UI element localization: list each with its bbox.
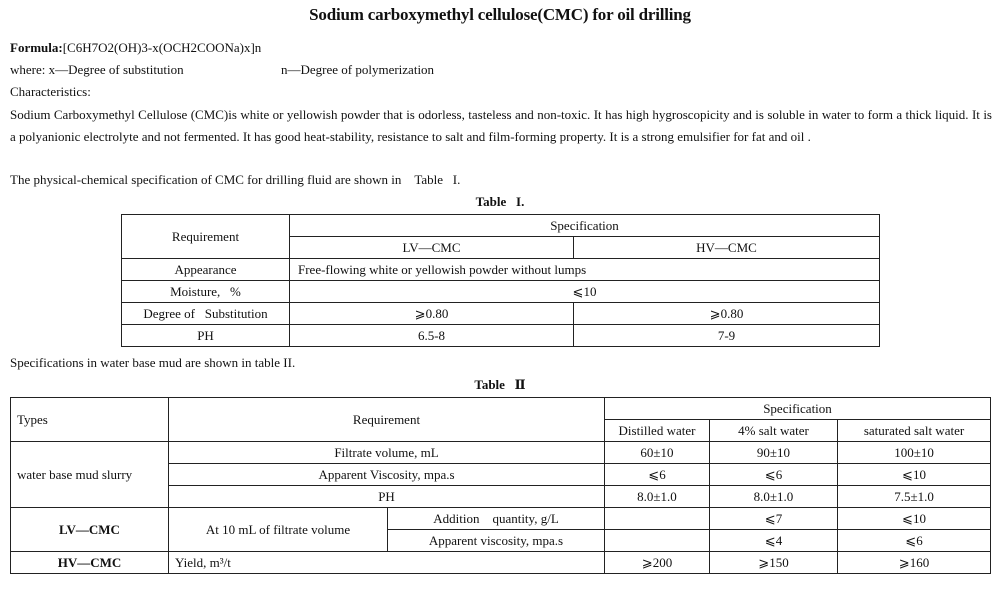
t1-appearance-value: Free-flowing white or yellowish powder without lumps <box>290 259 880 281</box>
t1-header-requirement: Requirement <box>122 215 290 259</box>
t2-header-specification: Specification <box>605 398 991 420</box>
table-row <box>122 303 880 325</box>
where-n-line: n—Degree of polymerization <box>281 62 435 77</box>
t2-lv-av-salt4: ⩽4 <box>710 530 838 552</box>
formula-value: [C6H7O2(OH)3-x(OCH2COONa)x]n <box>62 40 262 55</box>
t2-hv-label: HV—CMC <box>11 552 169 574</box>
t1-ds-label: Degree of Substitution <box>122 303 290 325</box>
t2-av-saturated: ⩽10 <box>838 464 991 486</box>
t2-filtrate-distilled: 60±10 <box>605 442 710 464</box>
table-row <box>11 508 991 530</box>
t1-ph-hv: 7-9 <box>574 325 880 347</box>
t1-ph-label: PH <box>122 325 290 347</box>
t1-appearance-label: Appearance <box>122 259 290 281</box>
t2-mud-label: water base mud slurry <box>11 442 169 508</box>
t1-moisture-value: ⩽10 <box>290 281 880 303</box>
t1-header-lv: LV—CMC <box>290 237 574 259</box>
table2-intro: Specifications in water base mud are shown in table II. <box>10 355 296 370</box>
t2-ph-salt4: 8.0±1.0 <box>710 486 838 508</box>
t2-av-distilled: ⩽6 <box>605 464 710 486</box>
t1-header-hv: HV—CMC <box>574 237 880 259</box>
t2-ph-saturated: 7.5±1.0 <box>838 486 991 508</box>
t2-lv-av-label: Apparent viscosity, mpa.s <box>388 530 605 552</box>
table-1 <box>121 214 880 347</box>
t2-lv-label: LV—CMC <box>11 508 169 552</box>
t1-moisture-label: Moisture, % <box>122 281 290 303</box>
t2-addition-saturated: ⩽10 <box>838 508 991 530</box>
table-row <box>122 259 880 281</box>
t2-yield-label: Yield, m³/t <box>169 552 605 574</box>
table1-caption: Table I. <box>475 194 525 209</box>
where-x-line: where: x—Degree of substitution <box>10 62 184 77</box>
t2-lv-condition: At 10 mL of filtrate volume <box>169 508 388 552</box>
t2-ph-distilled: 8.0±1.0 <box>605 486 710 508</box>
t2-filtrate-salt4: 90±10 <box>710 442 838 464</box>
t2-header-distilled: Distilled water <box>605 420 710 442</box>
t2-header-salt4: 4% salt water <box>710 420 838 442</box>
table-row <box>11 552 991 574</box>
table1-intro: The physical-chemical specification of CMC for drilling fluid are shown in Table I. <box>10 172 461 187</box>
t2-addition-label: Addition quantity, g/L <box>388 508 605 530</box>
t2-yield-saturated: ⩾160 <box>838 552 991 574</box>
table2-caption: Table Ⅱ <box>474 377 526 392</box>
t1-ds-hv: ⩾0.80 <box>574 303 880 325</box>
t2-header-requirement: Requirement <box>169 398 605 442</box>
t2-lv-av-distilled <box>605 530 710 552</box>
t2-ph-label: PH <box>169 486 605 508</box>
t2-header-saturated: saturated salt water <box>838 420 991 442</box>
t2-addition-salt4: ⩽7 <box>710 508 838 530</box>
t2-av-label: Apparent Viscosity, mpa.s <box>169 464 605 486</box>
table-row <box>122 325 880 347</box>
table-row <box>122 281 880 303</box>
t1-ds-lv: ⩾0.80 <box>290 303 574 325</box>
t2-lv-av-saturated: ⩽6 <box>838 530 991 552</box>
t1-ph-lv: 6.5-8 <box>290 325 574 347</box>
t2-yield-salt4: ⩾150 <box>710 552 838 574</box>
characteristics-label: Characteristics: <box>10 84 91 99</box>
t2-header-types: Types <box>11 398 169 442</box>
table-row <box>11 442 991 464</box>
formula-label: Formula: <box>10 40 63 55</box>
t2-av-salt4: ⩽6 <box>710 464 838 486</box>
t2-addition-distilled <box>605 508 710 530</box>
t2-filtrate-label: Filtrate volume, mL <box>169 442 605 464</box>
characteristics-paragraph: Sodium Carboxymethyl Cellulose (CMC)is white or yellowish powder that is odorless, tasteless and non-toxic. It has high hygroscopicity and is soluble in water to form a thick liquid. It is a polyanionic electrolyte and not fermented. It has good heat-stability, resistance to salt and film-forming property. It is a strong emulsifier for fat and oil . <box>10 107 992 144</box>
t1-header-specification: Specification <box>290 215 880 237</box>
t2-yield-distilled: ⩾200 <box>605 552 710 574</box>
table-2 <box>10 397 991 574</box>
document-title: Sodium carboxymethyl cellulose(CMC) for oil drilling <box>309 5 691 24</box>
formula-line <box>10 40 261 56</box>
t2-filtrate-saturated: 100±10 <box>838 442 991 464</box>
